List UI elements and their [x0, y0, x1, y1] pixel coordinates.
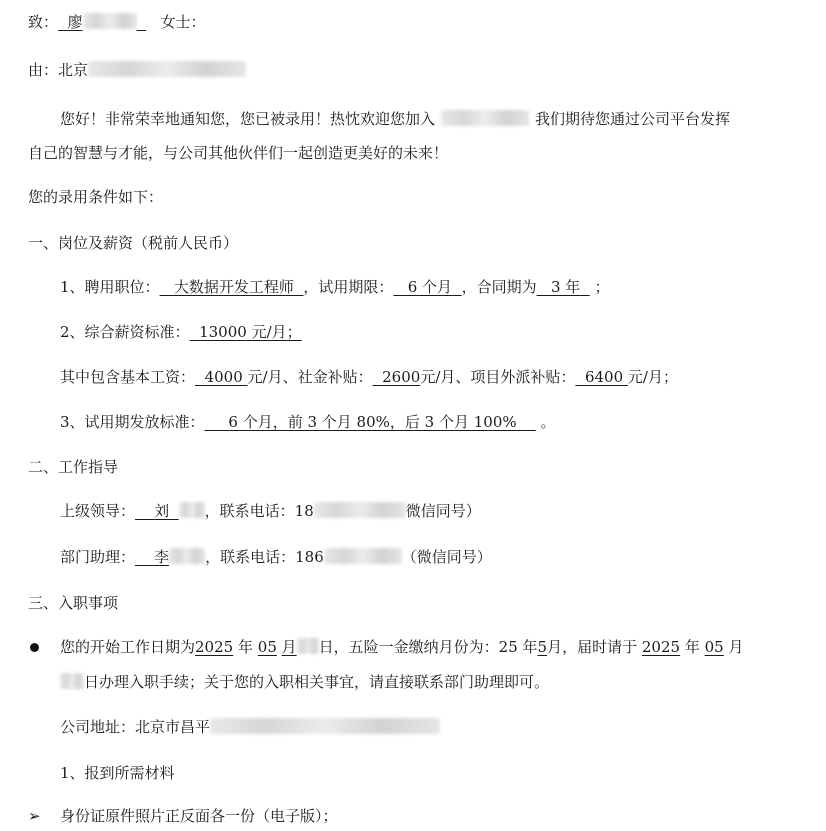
item-text: 年 — [684, 638, 700, 656]
leader-phone: 18 — [294, 502, 314, 520]
address-value: 北京市昌平 — [135, 718, 211, 736]
item-text: 日办理入职手续；关于您的入职相关事宜，请直接联系部门助理即可。 — [84, 673, 550, 691]
start-date-line-1 — [60, 636, 744, 658]
item-text: （微信同号） — [401, 548, 492, 566]
item-text: 元/月、社金补贴： — [247, 368, 373, 386]
start-year: 2025 — [195, 638, 234, 656]
redacted-block — [210, 718, 440, 734]
materials-title: 1、报到所需材料 — [60, 764, 175, 782]
insurance-month: 5 — [537, 638, 548, 656]
leader-name: 刘 — [135, 502, 205, 520]
item-text: ，合同期为 — [461, 278, 537, 296]
item-label: 1、聘用职位： — [60, 278, 160, 296]
sender-line — [28, 59, 246, 81]
item-text: 年 — [237, 638, 253, 656]
redacted-block — [441, 110, 529, 126]
item-label: 2、综合薪资标准： — [60, 323, 190, 341]
item-text: 元/月、项目外派补贴： — [420, 368, 576, 386]
item-label: 上级领导： — [60, 502, 136, 520]
section1-item3 — [60, 411, 556, 433]
item-text: ，联系电话： — [205, 548, 296, 566]
salutation-prefix: 致： — [28, 13, 59, 31]
contract-value: 3 年 — [550, 278, 581, 296]
redacted-block — [324, 548, 402, 564]
redacted-block — [88, 61, 246, 77]
item-text: ； — [594, 278, 610, 296]
item-text: 日，五险一金缴纳月份为：25 年 — [318, 638, 538, 656]
report-year: 2025 — [641, 638, 681, 656]
item-text: 月 — [728, 638, 744, 656]
recipient-name: 廖 — [58, 13, 146, 31]
assistant-phone: 186 — [295, 548, 324, 566]
intro-text: 您好！非常荣幸地通知您，您已被录用！热忱欢迎您加入 — [60, 110, 436, 128]
item-text: 月，届时请于 — [547, 638, 638, 656]
salary-breakdown — [60, 366, 678, 388]
assistant-name: 李 — [135, 548, 205, 566]
item-text: 微信同号） — [405, 502, 481, 520]
base-salary: 4000 — [204, 368, 243, 386]
item-text: ，联系电话： — [204, 502, 295, 520]
project-allowance: 6400 — [584, 368, 624, 386]
section3-title: 三、入职事项 — [28, 594, 119, 612]
redacted-block — [60, 673, 84, 689]
arrow-bullet-icon: ➢ — [28, 807, 41, 825]
leader-line — [60, 500, 481, 522]
assistant-line — [60, 546, 492, 568]
item-text: 元/月； — [627, 368, 678, 386]
section1-item1 — [60, 276, 610, 298]
redacted-block — [179, 502, 205, 518]
salutation-suffix: 女士： — [160, 13, 206, 31]
intro-text: 自己的智慧与才能，与公司其他伙伴们一起创造更美好的未来！ — [28, 144, 449, 162]
start-date-line-2 — [60, 671, 549, 693]
start-day: 月 — [282, 638, 319, 656]
salary-unit: 元/月； — [251, 323, 302, 341]
item-label: 公司地址： — [60, 718, 136, 736]
conditions-title: 您的录用条件如下： — [28, 188, 164, 206]
probation-pay-value: 6 个月，前 3 个月 80%，后 3 个月 100% — [228, 413, 517, 431]
salutation — [28, 11, 205, 33]
redacted-block — [83, 13, 137, 29]
sender-org: 北京 — [58, 61, 89, 79]
section1-item2 — [60, 321, 302, 343]
section1-title: 一、岗位及薪资（税前人民币） — [28, 234, 239, 252]
start-month: 05 — [257, 638, 277, 656]
item-text: ，试用期限： — [303, 278, 394, 296]
item-label: 3、试用期发放标准： — [60, 413, 205, 431]
intro-line-1 — [60, 108, 730, 130]
social-allowance: 2600 — [382, 368, 421, 386]
report-month: 05 — [704, 638, 724, 656]
item-label: 部门助理： — [60, 548, 136, 566]
position-value: 大数据开发工程师 — [173, 278, 294, 296]
redacted-block — [314, 502, 406, 518]
redacted-block — [169, 548, 205, 564]
address-line — [60, 716, 440, 738]
materials-item: 身份证原件照片正反面各一份（电子版）； — [60, 807, 338, 825]
item-text: 。 — [540, 413, 556, 431]
intro-text: 我们期待您通过公司平台发挥 — [535, 110, 731, 128]
redacted-block — [297, 638, 319, 654]
section2-title: 二、工作指导 — [28, 458, 119, 476]
probation-value: 6 个月 — [407, 278, 453, 296]
sender-prefix: 由： — [28, 61, 59, 79]
intro-line-2 — [28, 142, 448, 164]
salary-value: 13000 — [199, 323, 247, 341]
bullet-dot-icon — [30, 643, 39, 652]
item-text: 您的开始工作日期为 — [60, 638, 196, 656]
item-label: 其中包含基本工资： — [60, 368, 196, 386]
